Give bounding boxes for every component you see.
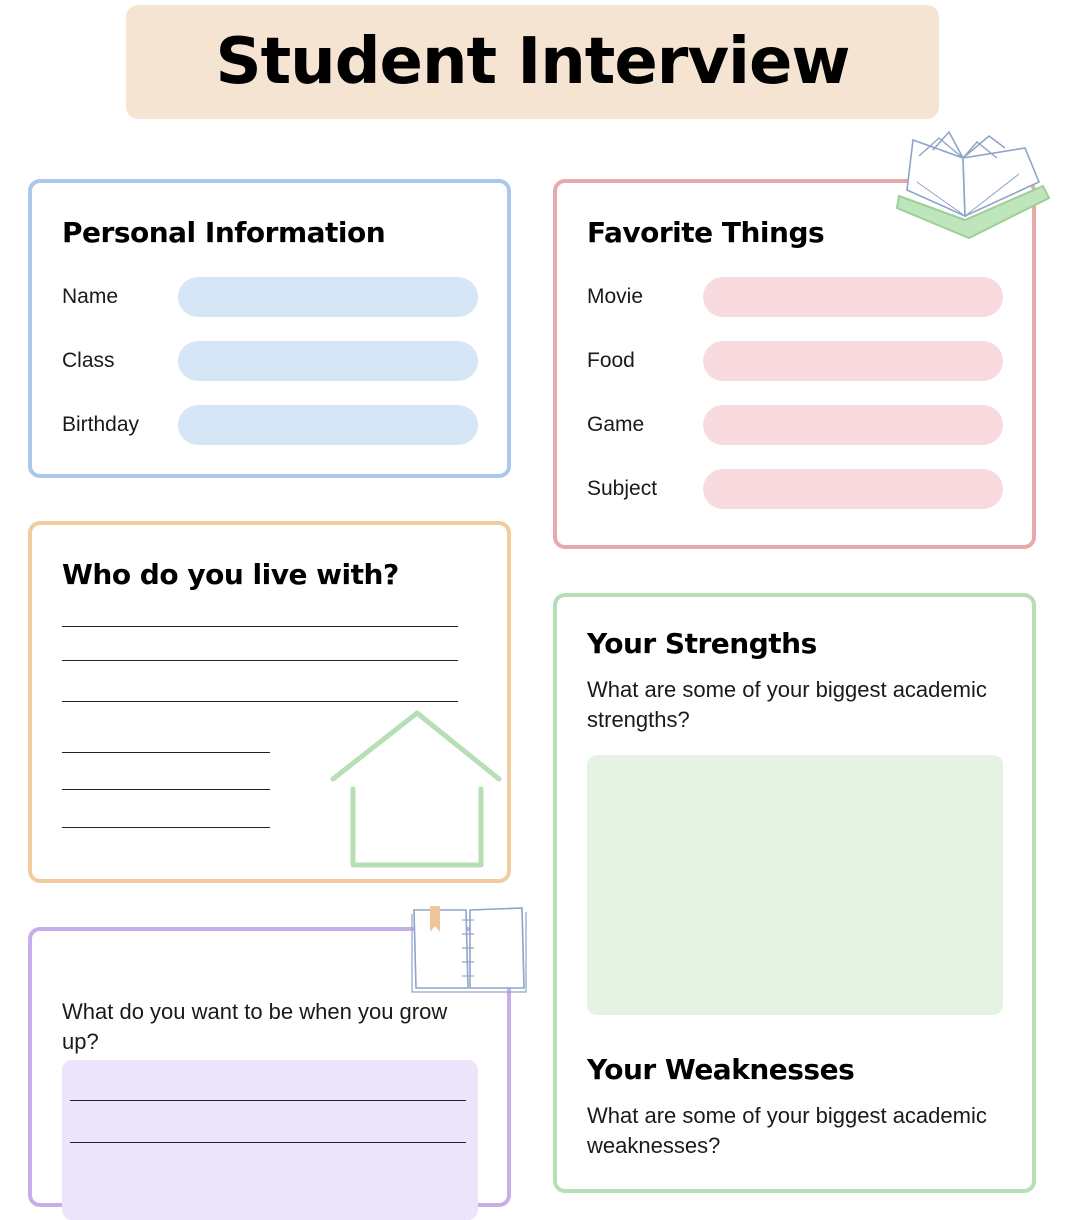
- weaknesses-title: Your Weaknesses: [587, 1053, 855, 1086]
- movie-label: Movie: [587, 285, 644, 308]
- name-label: Name: [62, 285, 119, 308]
- answer-line[interactable]: [62, 789, 270, 790]
- answer-line[interactable]: [62, 701, 458, 702]
- game-field[interactable]: [703, 405, 1003, 445]
- birthday-field[interactable]: [178, 405, 478, 445]
- personal-information-title: Personal Information: [62, 216, 386, 249]
- name-field[interactable]: [178, 277, 478, 317]
- class-label: Class: [62, 349, 115, 372]
- open-book-icon: [893, 128, 1055, 244]
- strengths-question: What are some of your biggest academic strengths?: [587, 677, 987, 732]
- food-label: Food: [587, 349, 635, 372]
- future-answer-box[interactable]: [62, 1060, 478, 1220]
- answer-line[interactable]: [62, 752, 270, 753]
- strengths-answer-box[interactable]: [587, 755, 1003, 1015]
- live-with-card: [28, 521, 511, 883]
- title-banner: [126, 5, 939, 119]
- weaknesses-question: What are some of your biggest academic weaknesses?: [587, 1103, 987, 1158]
- strengths-weaknesses-card: [553, 593, 1036, 1193]
- live-with-title: Who do you live with?: [62, 558, 399, 591]
- birthday-label: Birthday: [62, 413, 140, 436]
- class-field[interactable]: [178, 341, 478, 381]
- game-label: Game: [587, 413, 645, 436]
- answer-line[interactable]: [70, 1100, 466, 1101]
- strengths-title: Your Strengths: [587, 627, 817, 660]
- notebook-icon: [410, 904, 528, 994]
- answer-line[interactable]: [62, 827, 270, 828]
- answer-line[interactable]: [62, 660, 458, 661]
- subject-label: Subject: [587, 477, 658, 500]
- movie-field[interactable]: [703, 277, 1003, 317]
- answer-line[interactable]: [62, 626, 458, 627]
- personal-information-card: [28, 179, 511, 478]
- future-question: What do you want to be when you grow up?: [62, 999, 448, 1054]
- house-icon: [327, 707, 503, 869]
- page-title: Student Interview: [215, 25, 850, 99]
- favorite-things-title: Favorite Things: [587, 216, 825, 249]
- subject-field[interactable]: [703, 469, 1003, 509]
- answer-line[interactable]: [70, 1142, 466, 1143]
- food-field[interactable]: [703, 341, 1003, 381]
